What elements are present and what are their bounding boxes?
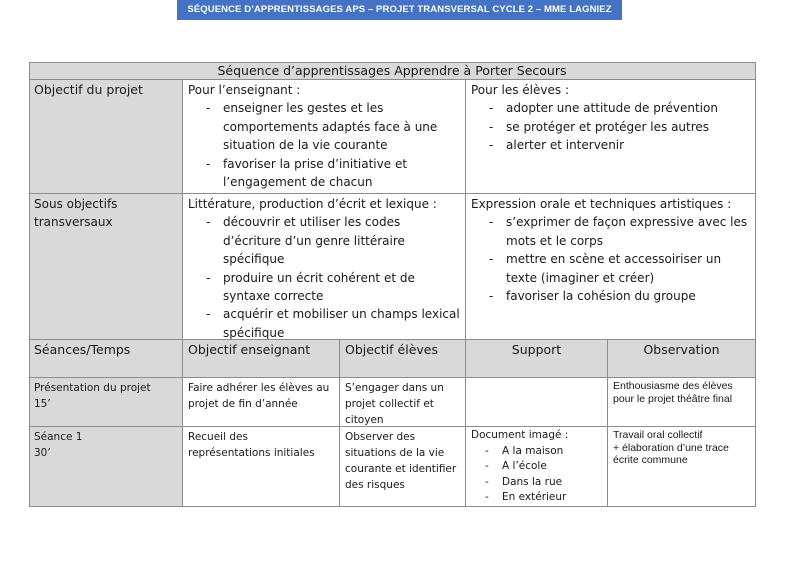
list-item: - adopter une attitude de prévention (489, 99, 750, 117)
support-item: - En extérieur (485, 490, 602, 506)
observation-line: + élaboration d’une trace écrite commune (613, 441, 729, 466)
support-item: - A l’école (485, 459, 602, 475)
table-cell-observation: Enthousiasme des élèves pour le projet théâtre final (608, 378, 756, 427)
support-item: - Dans la rue (485, 475, 602, 491)
objectif-eleves-cell (466, 80, 756, 194)
column-header-support: Support (466, 340, 608, 378)
table-cell-support (466, 427, 608, 507)
row-label: Objectif du projet (34, 82, 143, 97)
list-item: - produire un écrit cohérent et de syntaxe correcte (206, 269, 460, 306)
table-cell-objectif-enseignant: Recueil des représentations initiales (183, 427, 340, 507)
litterature-cell (183, 194, 466, 340)
observation-line: Travail oral collectif (613, 429, 703, 441)
table-cell-objectif-enseignant: Faire adhérer les élèves au projet de fin d’année (183, 378, 340, 427)
table-cell-observation (608, 427, 756, 507)
table-row-seance (29, 378, 183, 427)
list-item: - favoriser la cohésion du groupe (489, 287, 750, 305)
section-heading: Pour l’enseignant : (188, 83, 301, 97)
section-heading: Littérature, production d’écrit et lexique : (188, 197, 437, 211)
table-cell-support (466, 378, 608, 427)
list-item: - se protéger et protéger les autres (489, 118, 750, 136)
objectif-projet-label (29, 80, 183, 194)
list-item: - enseigner les gestes et les comportements adaptés face à une situation de la vie courante (206, 99, 460, 154)
column-header-objectif-enseignant: Objectif enseignant (183, 340, 340, 378)
list-item: - s’exprimer de façon expressive avec les mots et le corps (489, 213, 750, 250)
row-label: Sous objectifs transversaux (34, 197, 118, 230)
table-cell-objectif-eleves: Observer des situations de la vie courante et identifier des risques (340, 427, 466, 507)
document-header: SÉQUENCE D’APPRENTISSAGES APS – PROJET TRANSVERSAL CYCLE 2 – MME LAGNIEZ (177, 0, 622, 20)
list-item: - découvrir et utiliser les codes d’écriture d’un genre littéraire spécifique (206, 213, 460, 268)
objectif-enseignant-cell (183, 80, 466, 194)
list-item: - alerter et intervenir (489, 136, 750, 154)
table-title: Séquence d’apprentissages Apprendre à Porter Secours (29, 62, 756, 80)
column-header-objectif-eleves: Objectif élèves (340, 340, 466, 378)
column-header-seances: Séances/Temps (29, 340, 183, 378)
list-item: - favoriser la prise d’initiative et l’engagement de chacun (206, 155, 460, 192)
section-heading: Pour les élèves : (471, 83, 569, 97)
table-cell-objectif-eleves: S’engager dans un projet collectif et citoyen (340, 378, 466, 427)
seance-duration: 30’ (34, 447, 51, 459)
section-heading: Expression orale et techniques artistiques : (471, 197, 732, 211)
list-item: - mettre en scène et accessoiriser un texte (imaginer et créer) (489, 250, 750, 287)
seance-duration: 15’ (34, 398, 51, 410)
sous-objectifs-label (29, 194, 183, 340)
seance-name: Séance 1 (34, 431, 83, 443)
seance-name: Présentation du projet (34, 382, 151, 394)
list-item: - acquérir et mobiliser un champs lexical spécifique (206, 305, 460, 340)
column-header-observation: Observation (608, 340, 756, 378)
table-row-seance (29, 427, 183, 507)
support-item: - A la maison (485, 444, 602, 460)
expression-cell (466, 194, 756, 340)
support-heading: Document imagé : (471, 429, 569, 441)
